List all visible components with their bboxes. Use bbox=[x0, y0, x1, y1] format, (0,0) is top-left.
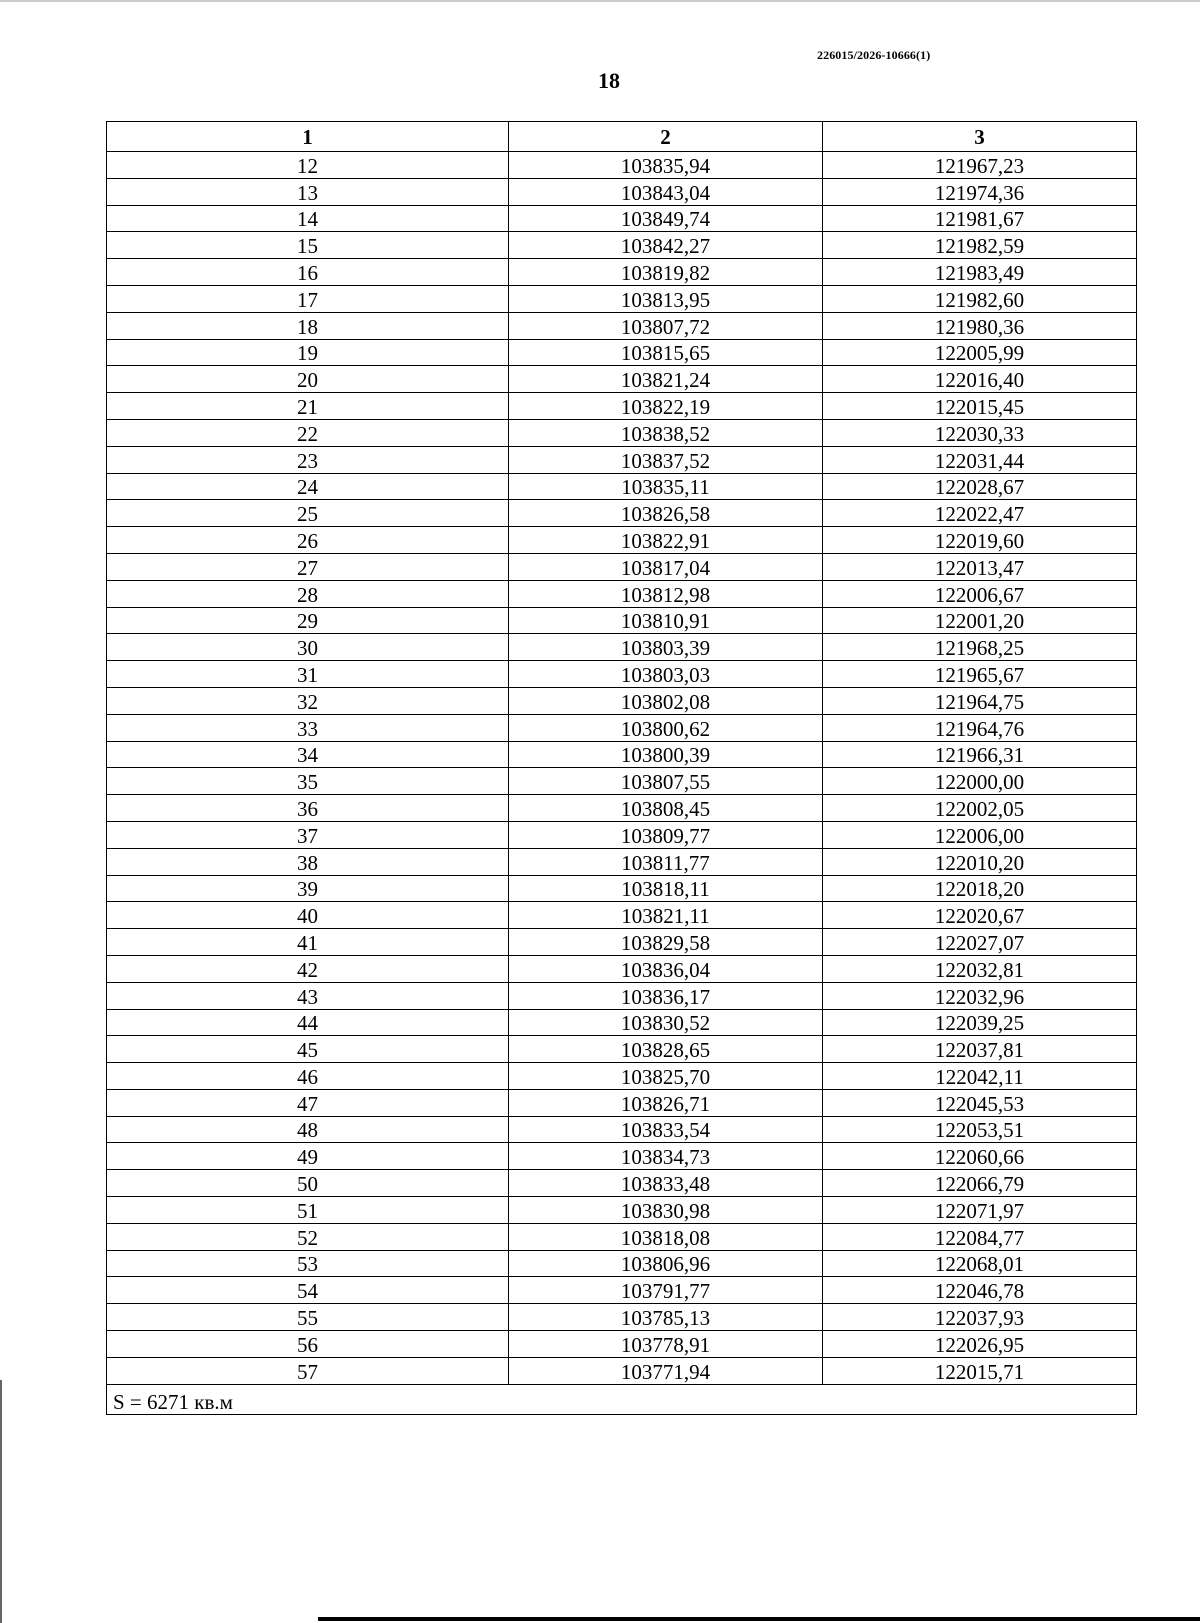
table-row bbox=[107, 419, 1137, 446]
x-coordinate-cell: 103817,04 bbox=[509, 553, 823, 580]
x-coordinate-cell: 103849,74 bbox=[509, 205, 823, 232]
x-coordinate-cell: 103809,77 bbox=[509, 821, 823, 848]
point-number-cell: 15 bbox=[107, 232, 509, 259]
table-row bbox=[107, 446, 1137, 473]
table-row bbox=[107, 232, 1137, 259]
y-coordinate-cell: 122015,45 bbox=[823, 393, 1137, 420]
table-row bbox=[107, 902, 1137, 929]
point-number-cell: 12 bbox=[107, 152, 509, 179]
table-row bbox=[107, 929, 1137, 956]
y-coordinate-cell: 122022,47 bbox=[823, 500, 1137, 527]
point-number-cell: 34 bbox=[107, 741, 509, 768]
y-coordinate-cell: 121982,60 bbox=[823, 285, 1137, 312]
table-row bbox=[107, 553, 1137, 580]
x-coordinate-cell: 103821,24 bbox=[509, 366, 823, 393]
point-number-cell: 14 bbox=[107, 205, 509, 232]
area-value: S = 6271 кв.м bbox=[107, 1384, 1137, 1414]
x-coordinate-cell: 103807,55 bbox=[509, 768, 823, 795]
x-coordinate-cell: 103829,58 bbox=[509, 929, 823, 956]
table-row bbox=[107, 1170, 1137, 1197]
y-coordinate-cell: 122030,33 bbox=[823, 419, 1137, 446]
x-coordinate-cell: 103837,52 bbox=[509, 446, 823, 473]
point-number-cell: 22 bbox=[107, 419, 509, 446]
x-coordinate-cell: 103802,08 bbox=[509, 687, 823, 714]
point-number-cell: 42 bbox=[107, 955, 509, 982]
column-header-x: 2 bbox=[509, 122, 823, 152]
point-number-cell: 31 bbox=[107, 661, 509, 688]
x-coordinate-cell: 103808,45 bbox=[509, 795, 823, 822]
table-row bbox=[107, 955, 1137, 982]
y-coordinate-cell: 122066,79 bbox=[823, 1170, 1137, 1197]
point-number-cell: 26 bbox=[107, 527, 509, 554]
x-coordinate-cell: 103813,95 bbox=[509, 285, 823, 312]
y-coordinate-cell: 121968,25 bbox=[823, 634, 1137, 661]
y-coordinate-cell: 121966,31 bbox=[823, 741, 1137, 768]
y-coordinate-cell: 122028,67 bbox=[823, 473, 1137, 500]
table-row bbox=[107, 312, 1137, 339]
point-number-cell: 16 bbox=[107, 259, 509, 286]
table-row bbox=[107, 875, 1137, 902]
x-coordinate-cell: 103822,91 bbox=[509, 527, 823, 554]
point-number-cell: 47 bbox=[107, 1089, 509, 1116]
table-row bbox=[107, 473, 1137, 500]
point-number-cell: 28 bbox=[107, 580, 509, 607]
y-coordinate-cell: 122068,01 bbox=[823, 1250, 1137, 1277]
y-coordinate-cell: 122053,51 bbox=[823, 1116, 1137, 1143]
point-number-cell: 57 bbox=[107, 1357, 509, 1384]
x-coordinate-cell: 103830,98 bbox=[509, 1197, 823, 1224]
point-number-cell: 29 bbox=[107, 607, 509, 634]
table-row bbox=[107, 1089, 1137, 1116]
point-number-cell: 17 bbox=[107, 285, 509, 312]
table-row bbox=[107, 527, 1137, 554]
y-coordinate-cell: 122002,05 bbox=[823, 795, 1137, 822]
point-number-cell: 21 bbox=[107, 393, 509, 420]
y-coordinate-cell: 122037,93 bbox=[823, 1304, 1137, 1331]
y-coordinate-cell: 122013,47 bbox=[823, 553, 1137, 580]
table-row bbox=[107, 1036, 1137, 1063]
x-coordinate-cell: 103838,52 bbox=[509, 419, 823, 446]
y-coordinate-cell: 121974,36 bbox=[823, 178, 1137, 205]
x-coordinate-cell: 103825,70 bbox=[509, 1063, 823, 1090]
document-id: 226015/2026-10666(1) bbox=[817, 48, 931, 62]
table-row bbox=[107, 259, 1137, 286]
column-header-point: 1 bbox=[107, 122, 509, 152]
coordinates-table bbox=[106, 121, 1137, 1415]
x-coordinate-cell: 103806,96 bbox=[509, 1250, 823, 1277]
y-coordinate-cell: 122006,67 bbox=[823, 580, 1137, 607]
x-coordinate-cell: 103821,11 bbox=[509, 902, 823, 929]
point-number-cell: 32 bbox=[107, 687, 509, 714]
y-coordinate-cell: 122046,78 bbox=[823, 1277, 1137, 1304]
table-row bbox=[107, 982, 1137, 1009]
y-coordinate-cell: 122015,71 bbox=[823, 1357, 1137, 1384]
point-number-cell: 20 bbox=[107, 366, 509, 393]
table-row bbox=[107, 607, 1137, 634]
y-coordinate-cell: 121964,75 bbox=[823, 687, 1137, 714]
point-number-cell: 46 bbox=[107, 1063, 509, 1090]
y-coordinate-cell: 121983,49 bbox=[823, 259, 1137, 286]
y-coordinate-cell: 122000,00 bbox=[823, 768, 1137, 795]
y-coordinate-cell: 122045,53 bbox=[823, 1089, 1137, 1116]
x-coordinate-cell: 103835,94 bbox=[509, 152, 823, 179]
coordinates-table-container bbox=[106, 121, 1136, 1415]
table-row bbox=[107, 178, 1137, 205]
table-row bbox=[107, 152, 1137, 179]
table-row bbox=[107, 339, 1137, 366]
column-header-y: 3 bbox=[823, 122, 1137, 152]
point-number-cell: 51 bbox=[107, 1197, 509, 1224]
table-row bbox=[107, 366, 1137, 393]
y-coordinate-cell: 122027,07 bbox=[823, 929, 1137, 956]
point-number-cell: 24 bbox=[107, 473, 509, 500]
x-coordinate-cell: 103803,03 bbox=[509, 661, 823, 688]
point-number-cell: 53 bbox=[107, 1250, 509, 1277]
point-number-cell: 19 bbox=[107, 339, 509, 366]
x-coordinate-cell: 103822,19 bbox=[509, 393, 823, 420]
x-coordinate-cell: 103830,52 bbox=[509, 1009, 823, 1036]
y-coordinate-cell: 122006,00 bbox=[823, 821, 1137, 848]
table-row bbox=[107, 1250, 1137, 1277]
table-row bbox=[107, 634, 1137, 661]
y-coordinate-cell: 122037,81 bbox=[823, 1036, 1137, 1063]
table-row bbox=[107, 848, 1137, 875]
x-coordinate-cell: 103836,04 bbox=[509, 955, 823, 982]
x-coordinate-cell: 103833,54 bbox=[509, 1116, 823, 1143]
table-row bbox=[107, 500, 1137, 527]
point-number-cell: 36 bbox=[107, 795, 509, 822]
table-row bbox=[107, 1116, 1137, 1143]
y-coordinate-cell: 122016,40 bbox=[823, 366, 1137, 393]
point-number-cell: 41 bbox=[107, 929, 509, 956]
table-row bbox=[107, 1223, 1137, 1250]
y-coordinate-cell: 121982,59 bbox=[823, 232, 1137, 259]
point-number-cell: 27 bbox=[107, 553, 509, 580]
x-coordinate-cell: 103842,27 bbox=[509, 232, 823, 259]
x-coordinate-cell: 103785,13 bbox=[509, 1304, 823, 1331]
point-number-cell: 55 bbox=[107, 1304, 509, 1331]
x-coordinate-cell: 103800,39 bbox=[509, 741, 823, 768]
y-coordinate-cell: 121965,67 bbox=[823, 661, 1137, 688]
table-row bbox=[107, 580, 1137, 607]
scan-bottom-edge bbox=[318, 1617, 1200, 1621]
x-coordinate-cell: 103833,48 bbox=[509, 1170, 823, 1197]
x-coordinate-cell: 103819,82 bbox=[509, 259, 823, 286]
x-coordinate-cell: 103835,11 bbox=[509, 473, 823, 500]
point-number-cell: 56 bbox=[107, 1331, 509, 1358]
table-row bbox=[107, 1304, 1137, 1331]
table-row bbox=[107, 768, 1137, 795]
point-number-cell: 44 bbox=[107, 1009, 509, 1036]
y-coordinate-cell: 122042,11 bbox=[823, 1063, 1137, 1090]
x-coordinate-cell: 103826,58 bbox=[509, 500, 823, 527]
x-coordinate-cell: 103778,91 bbox=[509, 1331, 823, 1358]
y-coordinate-cell: 121981,67 bbox=[823, 205, 1137, 232]
point-number-cell: 43 bbox=[107, 982, 509, 1009]
y-coordinate-cell: 122026,95 bbox=[823, 1331, 1137, 1358]
table-header-row bbox=[107, 122, 1137, 152]
x-coordinate-cell: 103828,65 bbox=[509, 1036, 823, 1063]
x-coordinate-cell: 103818,11 bbox=[509, 875, 823, 902]
page-number: 18 bbox=[598, 68, 620, 93]
y-coordinate-cell: 121980,36 bbox=[823, 312, 1137, 339]
y-coordinate-cell: 122020,67 bbox=[823, 902, 1137, 929]
table-row bbox=[107, 714, 1137, 741]
y-coordinate-cell: 121967,23 bbox=[823, 152, 1137, 179]
table-row bbox=[107, 795, 1137, 822]
scan-left-edge bbox=[0, 1380, 2, 1623]
x-coordinate-cell: 103834,73 bbox=[509, 1143, 823, 1170]
table-row bbox=[107, 1143, 1137, 1170]
y-coordinate-cell: 122071,97 bbox=[823, 1197, 1137, 1224]
point-number-cell: 54 bbox=[107, 1277, 509, 1304]
y-coordinate-cell: 122060,66 bbox=[823, 1143, 1137, 1170]
point-number-cell: 49 bbox=[107, 1143, 509, 1170]
point-number-cell: 37 bbox=[107, 821, 509, 848]
x-coordinate-cell: 103771,94 bbox=[509, 1357, 823, 1384]
x-coordinate-cell: 103818,08 bbox=[509, 1223, 823, 1250]
y-coordinate-cell: 122084,77 bbox=[823, 1223, 1137, 1250]
table-row bbox=[107, 205, 1137, 232]
point-number-cell: 52 bbox=[107, 1223, 509, 1250]
point-number-cell: 30 bbox=[107, 634, 509, 661]
point-number-cell: 39 bbox=[107, 875, 509, 902]
table-row bbox=[107, 285, 1137, 312]
x-coordinate-cell: 103843,04 bbox=[509, 178, 823, 205]
y-coordinate-cell: 122010,20 bbox=[823, 848, 1137, 875]
y-coordinate-cell: 121964,76 bbox=[823, 714, 1137, 741]
x-coordinate-cell: 103815,65 bbox=[509, 339, 823, 366]
point-number-cell: 48 bbox=[107, 1116, 509, 1143]
table-row bbox=[107, 1009, 1137, 1036]
x-coordinate-cell: 103812,98 bbox=[509, 580, 823, 607]
point-number-cell: 40 bbox=[107, 902, 509, 929]
table-row bbox=[107, 1277, 1137, 1304]
point-number-cell: 18 bbox=[107, 312, 509, 339]
x-coordinate-cell: 103800,62 bbox=[509, 714, 823, 741]
y-coordinate-cell: 122032,96 bbox=[823, 982, 1137, 1009]
table-row bbox=[107, 821, 1137, 848]
y-coordinate-cell: 122001,20 bbox=[823, 607, 1137, 634]
x-coordinate-cell: 103826,71 bbox=[509, 1089, 823, 1116]
table-row bbox=[107, 1197, 1137, 1224]
point-number-cell: 33 bbox=[107, 714, 509, 741]
x-coordinate-cell: 103811,77 bbox=[509, 848, 823, 875]
x-coordinate-cell: 103807,72 bbox=[509, 312, 823, 339]
scan-top-edge bbox=[0, 0, 1200, 2]
point-number-cell: 50 bbox=[107, 1170, 509, 1197]
area-row bbox=[107, 1384, 1137, 1414]
table-row bbox=[107, 393, 1137, 420]
table-row bbox=[107, 1331, 1137, 1358]
point-number-cell: 25 bbox=[107, 500, 509, 527]
y-coordinate-cell: 122032,81 bbox=[823, 955, 1137, 982]
y-coordinate-cell: 122018,20 bbox=[823, 875, 1137, 902]
table-row bbox=[107, 1357, 1137, 1384]
point-number-cell: 35 bbox=[107, 768, 509, 795]
table-row bbox=[107, 687, 1137, 714]
point-number-cell: 45 bbox=[107, 1036, 509, 1063]
x-coordinate-cell: 103791,77 bbox=[509, 1277, 823, 1304]
point-number-cell: 13 bbox=[107, 178, 509, 205]
y-coordinate-cell: 122005,99 bbox=[823, 339, 1137, 366]
y-coordinate-cell: 122031,44 bbox=[823, 446, 1137, 473]
table-row bbox=[107, 661, 1137, 688]
point-number-cell: 23 bbox=[107, 446, 509, 473]
y-coordinate-cell: 122019,60 bbox=[823, 527, 1137, 554]
y-coordinate-cell: 122039,25 bbox=[823, 1009, 1137, 1036]
table-row bbox=[107, 1063, 1137, 1090]
table-row bbox=[107, 741, 1137, 768]
x-coordinate-cell: 103836,17 bbox=[509, 982, 823, 1009]
x-coordinate-cell: 103803,39 bbox=[509, 634, 823, 661]
point-number-cell: 38 bbox=[107, 848, 509, 875]
x-coordinate-cell: 103810,91 bbox=[509, 607, 823, 634]
